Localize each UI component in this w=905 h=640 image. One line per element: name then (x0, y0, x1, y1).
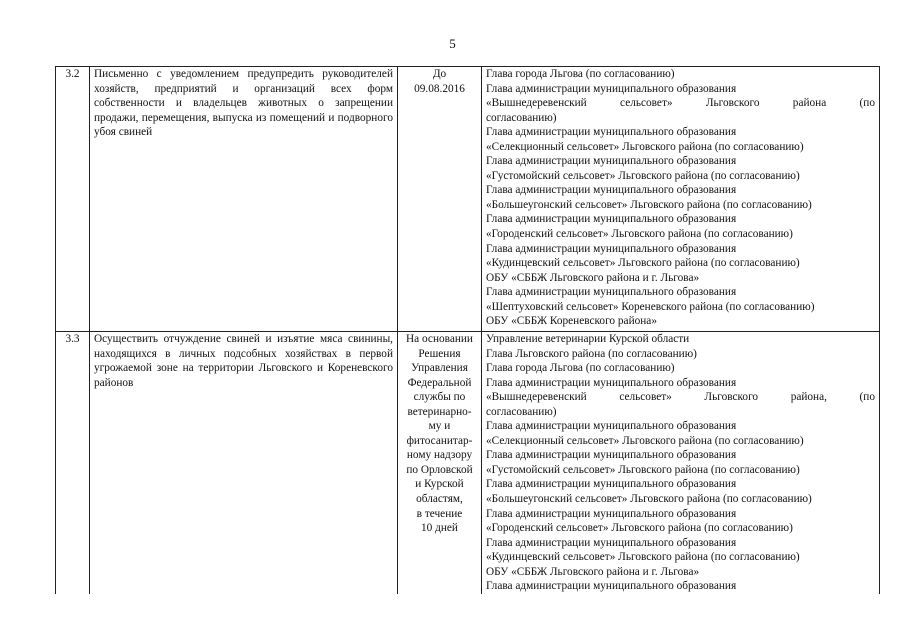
responsible-line: Глава администрации муниципального образования (486, 376, 737, 389)
term-line: службы по (413, 391, 466, 404)
responsible-line: «Кудинцевский сельсовет» Льговского района (по согласованию) (486, 257, 800, 270)
responsible-line: «Вышнедеревенский сельсовет» Льговского района (по (486, 97, 875, 110)
term-line: в течение (416, 507, 463, 520)
term-line: 10 дней (421, 522, 458, 535)
responsible-line: «Густомойский сельсовет» Льговского района (по согласованию) (486, 463, 800, 476)
responsible-cell (482, 67, 880, 332)
page-number: 5 (449, 36, 456, 51)
term-cell (398, 67, 482, 332)
term-line: по Орловской (406, 463, 473, 476)
term-line: ветеринарно- (407, 405, 472, 418)
term-line: фитосанитар- (406, 434, 473, 447)
item-number: 3.3 (56, 332, 90, 594)
action-text: Осуществить отчуждение свиней и изъятие мяса свинины, находящихся в личных подсобных хозяйствах в первой угрожаемой зоне на территории Льговского и Кореневского районов (90, 332, 398, 594)
responsible-line: Глава администрации муниципального образования (486, 536, 737, 549)
responsible-line: Глава администрации муниципального образования (486, 155, 737, 168)
term-line: и Курской (415, 478, 464, 491)
term-line: Решения (418, 347, 461, 360)
item-number: 3.2 (56, 67, 90, 332)
responsible-line: Глава администрации муниципального образования (486, 213, 737, 226)
term-line: На основании (406, 333, 473, 345)
responsible-line: «Селекционный сельсовет» Льговского района (по согласованию) (486, 434, 804, 447)
term-cell (398, 332, 482, 594)
responsible-line: Глава администрации муниципального образования (486, 449, 737, 462)
responsible-line: Глава Льговского района (по согласованию) (486, 347, 697, 360)
action-text: Письменно с уведомлением предупредить руководителей хозяйств, предприятий и организаций всех форм собственности и владельцев животных о запрещении продажи, перемещения, выпуска из помещений и подворного убоя свиней (90, 67, 398, 332)
table-row (56, 332, 880, 594)
term-line: ному надзору (406, 449, 473, 462)
responsible-line: Глава администрации муниципального образования (486, 126, 737, 139)
responsible-line: Глава администрации муниципального образования (486, 507, 737, 520)
responsible-line: Глава администрации муниципального образования (486, 184, 737, 197)
term-line: Управления (411, 362, 468, 375)
responsible-line: ОБУ «СББЖ Льговского района и г. Льгова» (486, 565, 700, 578)
responsible-line: Управление ветеринарии Курской области (486, 333, 690, 345)
responsible-line: «Городенский сельсовет» Льговского района (по согласованию) (486, 228, 793, 241)
term-line: областям, (416, 493, 463, 506)
responsible-line: «Селекционный сельсовет» Льговского района (по согласованию) (486, 140, 804, 153)
responsible-line: «Кудинцевский сельсовет» Льговского района (по согласованию) (486, 551, 800, 564)
measures-table (55, 66, 880, 594)
responsible-line: «Городенский сельсовет» Льговского района (по согласованию) (486, 522, 793, 535)
responsible-line: Глава администрации муниципального образования (486, 420, 737, 433)
responsible-line: Глава города Льгова (по согласованию) (486, 362, 675, 375)
term-line: 09.08.2016 (414, 82, 465, 95)
responsible-line: «Шептуховский сельсовет» Кореневского района (по согласованию) (486, 300, 815, 313)
responsible-line: «Большеугонский сельсовет» Льговского района (по согласованию) (486, 198, 812, 211)
responsible-line: согласованию) (486, 405, 557, 418)
table-row (56, 67, 880, 332)
responsible-cell (482, 332, 880, 594)
responsible-line: Глава администрации муниципального образования (486, 286, 737, 299)
responsible-line: Глава администрации муниципального образования (486, 242, 737, 255)
responsible-line: Глава администрации муниципального образования (486, 478, 737, 491)
responsible-line: Глава администрации муниципального образования (486, 82, 737, 95)
term-line: му и (428, 420, 451, 433)
responsible-line: ОБУ «СББЖ Льговского района и г. Льгова» (486, 271, 700, 284)
responsible-line: Глава администрации муниципального образования (486, 580, 737, 593)
responsible-line: ОБУ «СББЖ Кореневского района» (486, 315, 657, 328)
term-line: Федеральной (407, 376, 472, 389)
responsible-line: «Большеугонский сельсовет» Льговского района (по согласованию) (486, 493, 812, 506)
responsible-line: согласованию) (486, 111, 557, 124)
responsible-line: «Густомойский сельсовет» Льговского района (по согласованию) (486, 169, 800, 182)
term-line: До (432, 68, 447, 80)
responsible-line: «Вышнедеревенский сельсовет» Льговского района, (по (486, 391, 875, 404)
responsible-line: Глава города Льгова (по согласованию) (486, 68, 675, 80)
